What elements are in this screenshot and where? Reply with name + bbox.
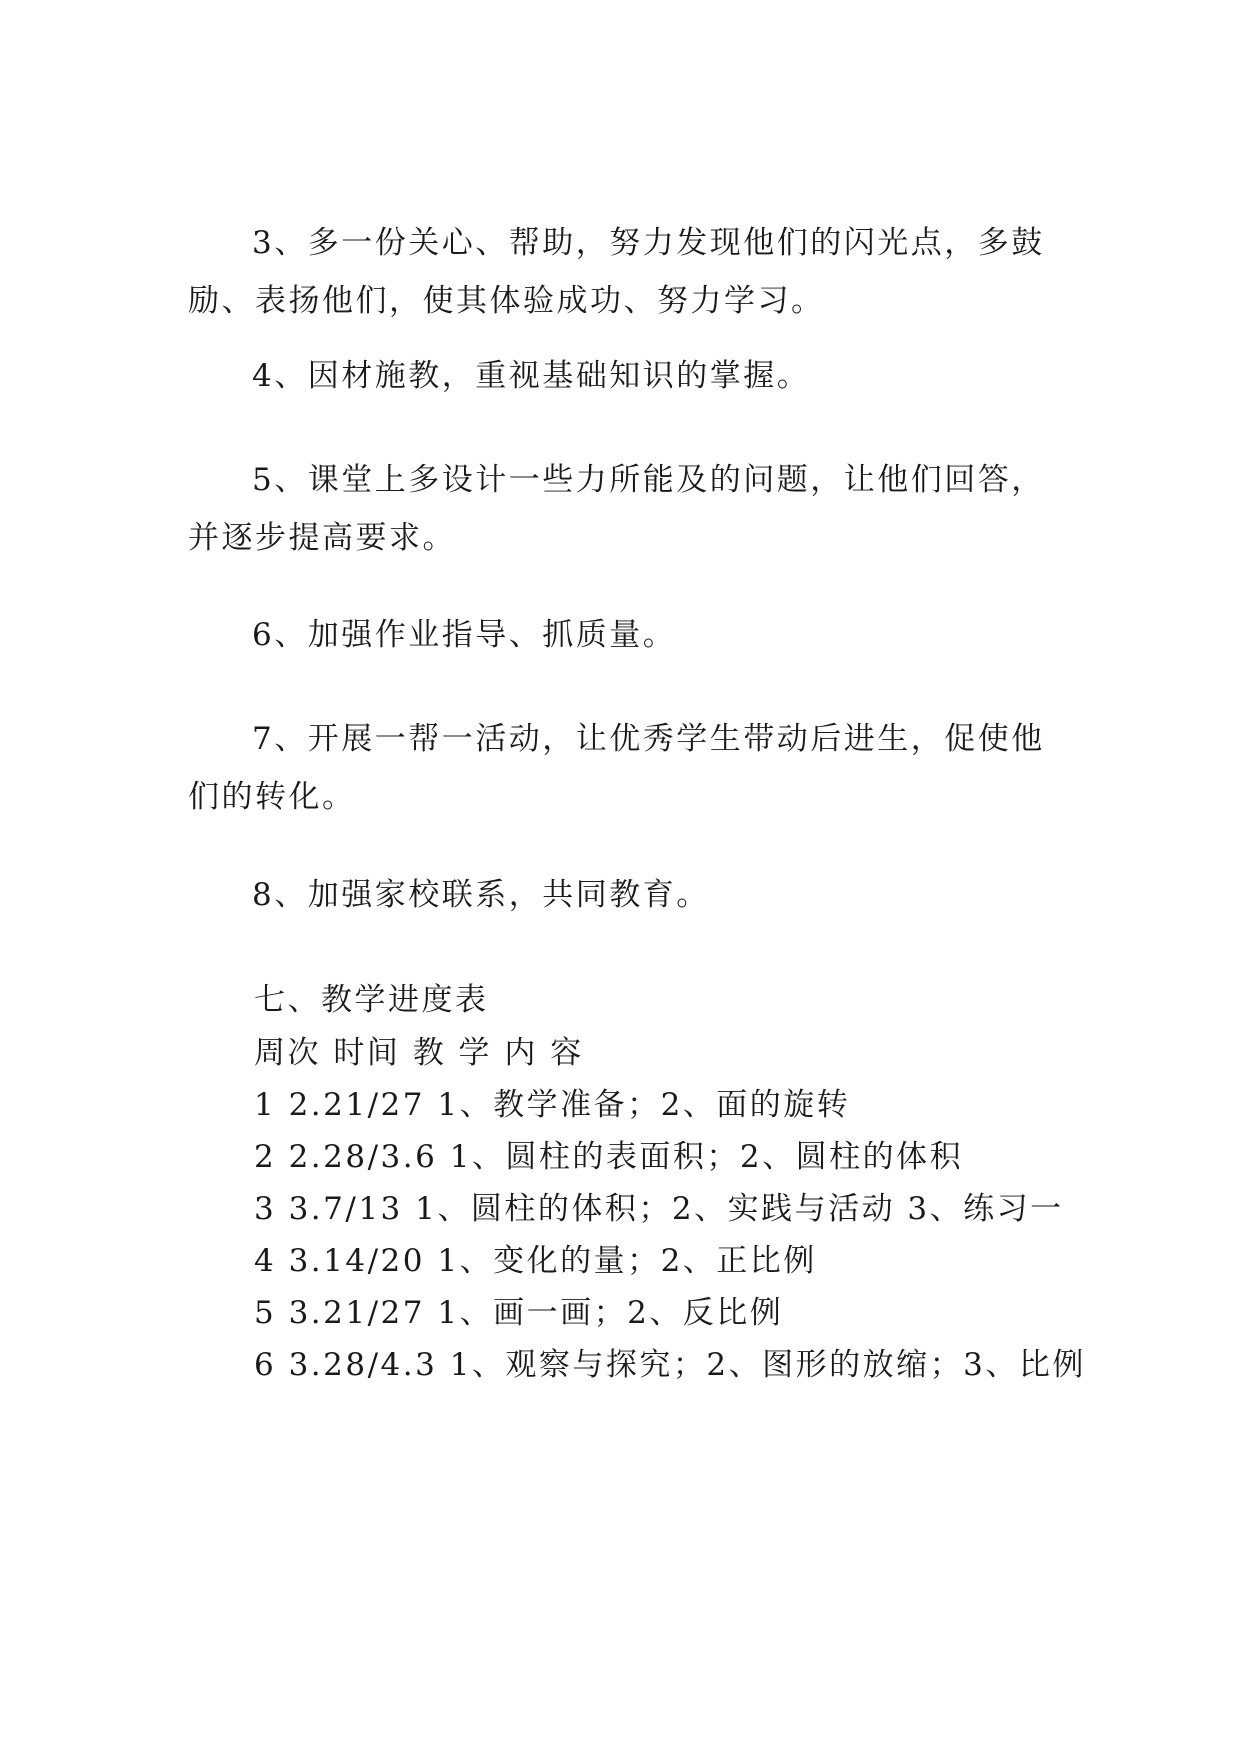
schedule-row: 3 3.7/13 1、圆柱的体积；2、实践与活动 3、练习一 [254,1191,1064,1227]
schedule-header-row: 周次 时间 教 学 内 容 [254,1035,584,1071]
paragraph-3: 3、多一份关心、帮助，努力发现他们的闪光点，多鼓励、表扬他们，使其体验成功、努力学习。 [188,225,1045,319]
paragraph-5: 5、课堂上多设计一些力所能及的问题，让他们回答，并逐步提高要求。 [188,462,1045,556]
paragraph-6: 6、加强作业指导、抓质量。 [252,617,677,653]
schedule-row: 4 3.14/20 1、变化的量；2、正比例 [254,1243,817,1279]
schedule-row: 6 3.28/4.3 1、观察与探究；2、图形的放缩；3、比例 [254,1347,1086,1383]
paragraph-8: 8、加强家校联系，共同教育。 [252,877,710,913]
schedule-row: 2 2.28/3.6 1、圆柱的表面积；2、圆柱的体积 [254,1139,964,1175]
paragraph-7: 7、开展一帮一活动，让优秀学生带动后进生，促使他们的转化。 [188,721,1045,815]
schedule-row: 1 2.21/27 1、教学准备；2、面的旋转 [254,1087,851,1123]
paragraph-4: 4、因材施教，重视基础知识的掌握。 [252,358,811,394]
schedule-row: 5 3.21/27 1、画一画；2、反比例 [254,1295,784,1331]
schedule-heading: 七、教学进度表 [254,982,489,1018]
